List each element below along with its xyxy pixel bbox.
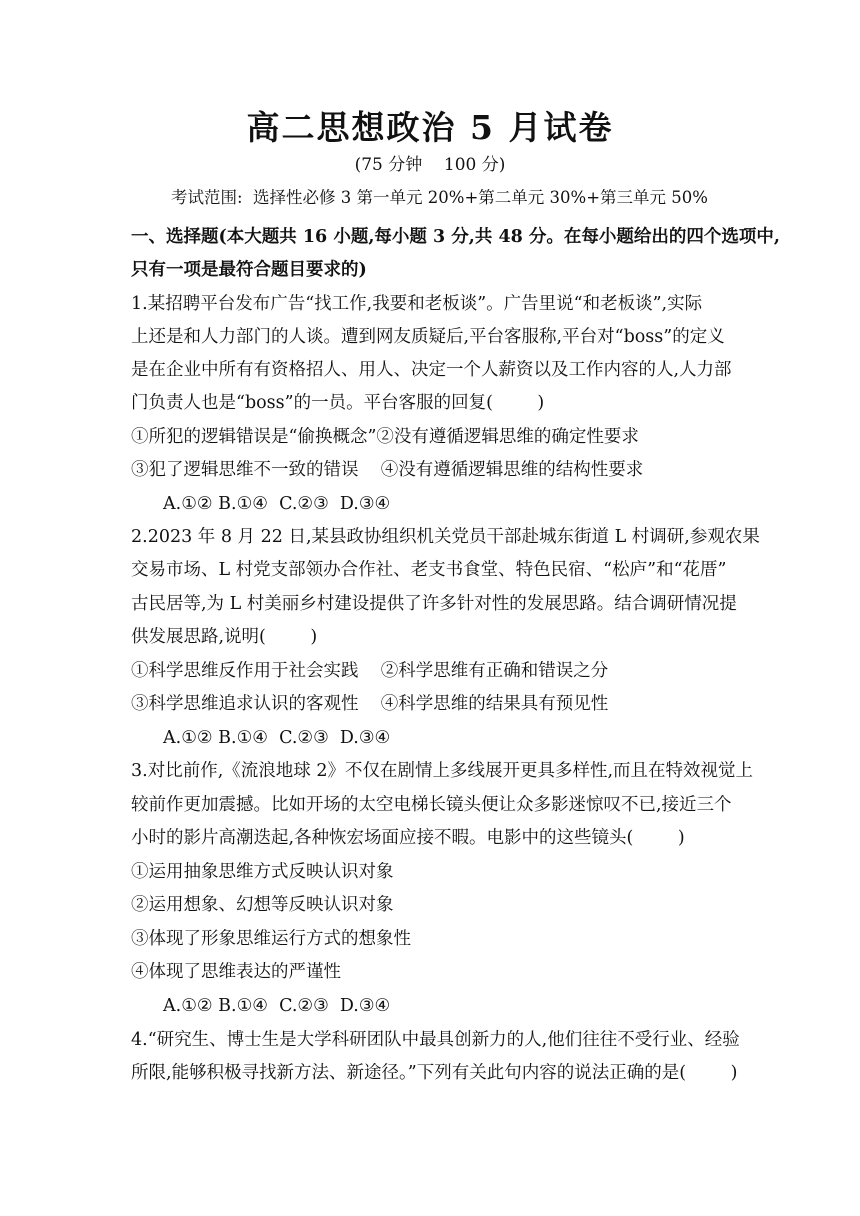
q1-stem-line2: 上还是和人力部门的人谈。遭到网友质疑后,平台客服称,平台对“boss”的定义 [131,327,725,347]
q3-option-line1: ①运用抽象思维方式反映认识对象 [131,862,394,882]
q3-stem-line2: 较前作更加震撼。比如开场的太空电梯长镜头便让众多影迷惊叹不已,接近三个 [131,795,732,815]
q2-stem-line4: 供发展思路,说明( ) [131,627,318,647]
section-heading-line1: 一、选择题(本大题共 16 小题,每小题 3 分,共 48 分。在每小题给出的四个选项中, [131,227,780,247]
exam-scope: 考试范围: 选择性必修 3 第一单元 20%+第二单元 30%+第三单元 50% [171,188,708,207]
q3-answer-choices: A.①② B.①④ C.②③ D.③④ [163,996,391,1016]
q2-stem-line1: 2.2023 年 8 月 22 日,某县政协组织机关党员干部赴城东街道 L 村调研,参观农果 [131,527,760,547]
q3-option-line4: ④体现了思维表达的严谨性 [131,962,341,982]
q2-answer-choices: A.①② B.①④ C.②③ D.③④ [163,728,391,748]
q1-stem-line3: 是在企业中所有有资格招人、用人、决定一个人薪资以及工作内容的人,人力部 [131,360,732,380]
q1-option-line1: ①所犯的逻辑错误是“偷换概念”②没有遵循逻辑思维的确定性要求 [131,427,639,447]
exam-duration-score: (75 分钟 100 分) [354,155,506,175]
q3-stem-line3: 小时的影片高潮迭起,各种恢宏场面应接不暇。电影中的这些镜头( ) [131,828,685,848]
q3-option-line3: ③体现了形象思维运行方式的想象性 [131,929,411,949]
q2-stem-line2: 交易市场、L 村党支部领办合作社、老支书食堂、特色民宿、“松庐”和“花厝” [131,560,727,580]
q2-stem-line3: 古民居等,为 L 村美丽乡村建设提供了许多针对性的发展思路。结合调研情况提 [131,594,737,614]
q1-option-line2: ③犯了逻辑思维不一致的错误 ④没有遵循逻辑思维的结构性要求 [131,460,644,480]
q4-stem-line2: 所限,能够积极寻找新方法、新途径。”下列有关此句内容的说法正确的是( ) [131,1063,738,1083]
section-heading-line2: 只有一项是最符合题目要求的) [131,260,367,280]
q1-stem-line4: 门负责人也是“boss”的一员。平台客服的回复( ) [131,393,545,413]
q3-stem-line1: 3.对比前作,《流浪地球 2》不仅在剧情上多线展开更具多样性,而且在特效视觉上 [131,761,754,781]
q4-stem-line1: 4.“研究生、博士生是大学科研团队中最具创新力的人,他们往往不受行业、经验 [131,1030,740,1050]
q1-stem-line1: 1.某招聘平台发布广告“找工作,我要和老板谈”。广告里说“和老板谈”,实际 [131,294,703,314]
q2-option-line1: ①科学思维反作用于社会实践 ②科学思维有正确和错误之分 [131,661,609,681]
q1-answer-choices: A.①② B.①④ C.②③ D.③④ [163,494,391,514]
q2-option-line2: ③科学思维追求认识的客观性 ④科学思维的结果具有预见性 [131,694,609,714]
exam-title: 高二思想政治 5 月试卷 [246,108,614,147]
q3-option-line2: ②运用想象、幻想等反映认识对象 [131,895,394,915]
